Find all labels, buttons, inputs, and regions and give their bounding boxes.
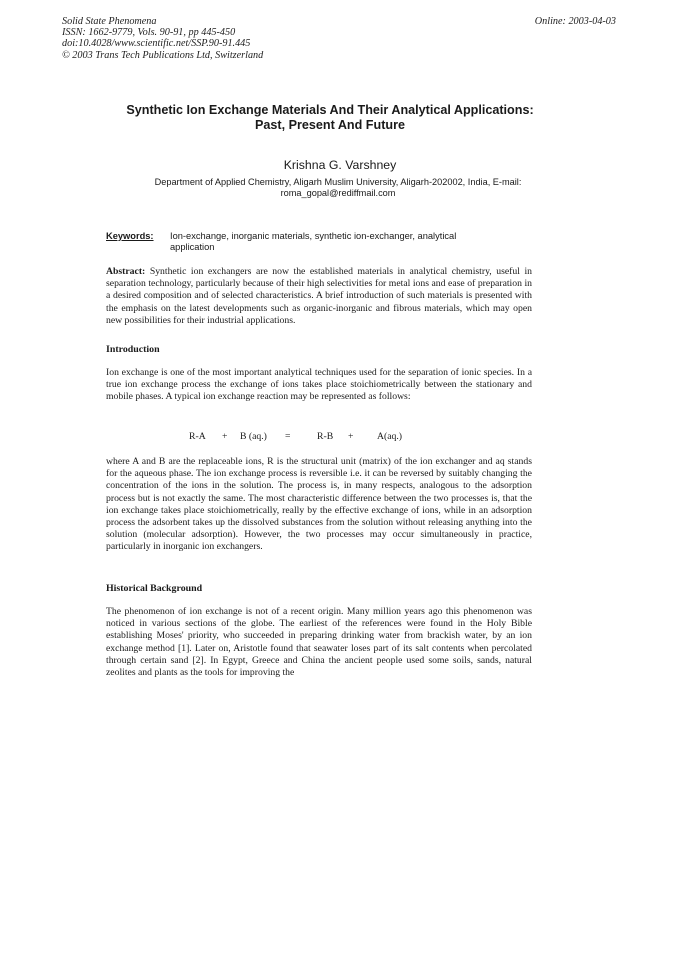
journal-issn: ISSN: 1662-9779, Vols. 90-91, pp 445-450: [62, 27, 236, 39]
introduction-paragraph-1: Ion exchange is one of the most important analytical techniques used for the separation of ionic species. In a true ion exchange process the exchange of ions takes place stoichiometrically between the stationary and mobile phases. A typical ion exchange reaction may be represented as follows:: [106, 367, 532, 403]
title-line-2: Past, Present And Future: [255, 117, 405, 132]
equation-term-ra: R-A: [189, 431, 206, 442]
introduction-paragraph-2: where A and B are the replaceable ions, R is the structural unit (matrix) of the ion exchanger and aq stands for the aqueous phase. The ion exchange process is reversible i.e. it can be reversed by suitably changing the concentration of the ions in the solution. The process is, in many respects, analogous to the adsorption process but is not exactly the same. The most characteristic difference between the two processes is, that the ion exchange takes place stoichiometrically, really by the effective exchange of ions, while in an adsorption process the adsorbent takes up the dissolved substances from the solution without releasing anything into the solution (molecular adsorption). However, the two processes may occur simultaneously in practice, particularly in inorganic ion exchangers.: [106, 456, 532, 553]
journal-name: Solid State Phenomena: [62, 16, 157, 27]
affiliation-email: roma_gopal@rediffmail.com: [280, 188, 396, 199]
author-name: Krishna G. Varshney: [283, 158, 397, 172]
equation-equals: =: [285, 431, 291, 442]
abstract: [106, 266, 532, 327]
affiliation-line-1: Department of Applied Chemistry, Aligarh Muslim University, Aligarh-202002, India, E-mail:: [154, 177, 522, 187]
journal-header: [62, 16, 263, 61]
equation-plus-2: +: [348, 431, 354, 442]
keywords-text: Ion-exchange, inorganic materials, synthetic ion-exchanger, analytical application: [170, 231, 457, 253]
title-line-1: Synthetic Ion Exchange Materials And Their Analytical Applications:: [126, 103, 534, 117]
abstract-label: Abstract:: [106, 266, 146, 277]
equation-plus-1: +: [222, 431, 228, 442]
affiliation: [108, 177, 568, 199]
journal-doi: doi:10.4028/www.scientific.net/SSP.90-91.445: [62, 38, 251, 50]
abstract-text: Synthetic ion exchangers are now the established materials in analytical chemistry, useful in separation technology, particularly because of their high selectivities for metal ions and ease of preparation in a desired composition and of selected characteristics. A brief introduction of such materials is presented with the emphasis on the latest developments such as organic-inorganic and fibrous materials, which may open new possibilities for their industrial applications.: [106, 266, 533, 326]
journal-copyright: © 2003 Trans Tech Publications Ltd, Switzerland: [62, 49, 264, 61]
keywords-label: Keywords:: [106, 231, 154, 241]
online-date: Online: 2003-04-03: [534, 16, 616, 27]
paper-title: [90, 103, 570, 132]
historical-paragraph: The phenomenon of ion exchange is not of a recent origin. Many million years ago this phenomenon was noticed in various sections of the globe. The earliest of the references were found in the Holy Bible establishing Moses' priority, who succeeded in preparing drinking water from brackish water, by an ion exchange method [1]. Later on, Aristotle found that seawater loses part of its salt contents when percolated through certain sand [2]. In Egypt, Greece and China the ancient people used some soils, sands, natural zeolites and plants as the tools for improving the: [106, 606, 532, 679]
equation-term-a: A(aq.): [377, 431, 403, 442]
historical-heading: Historical Background: [106, 583, 203, 594]
equation-term-rb: R-B: [317, 431, 334, 442]
equation-term-b: B (aq.): [240, 431, 267, 442]
introduction-heading: Introduction: [106, 344, 160, 355]
